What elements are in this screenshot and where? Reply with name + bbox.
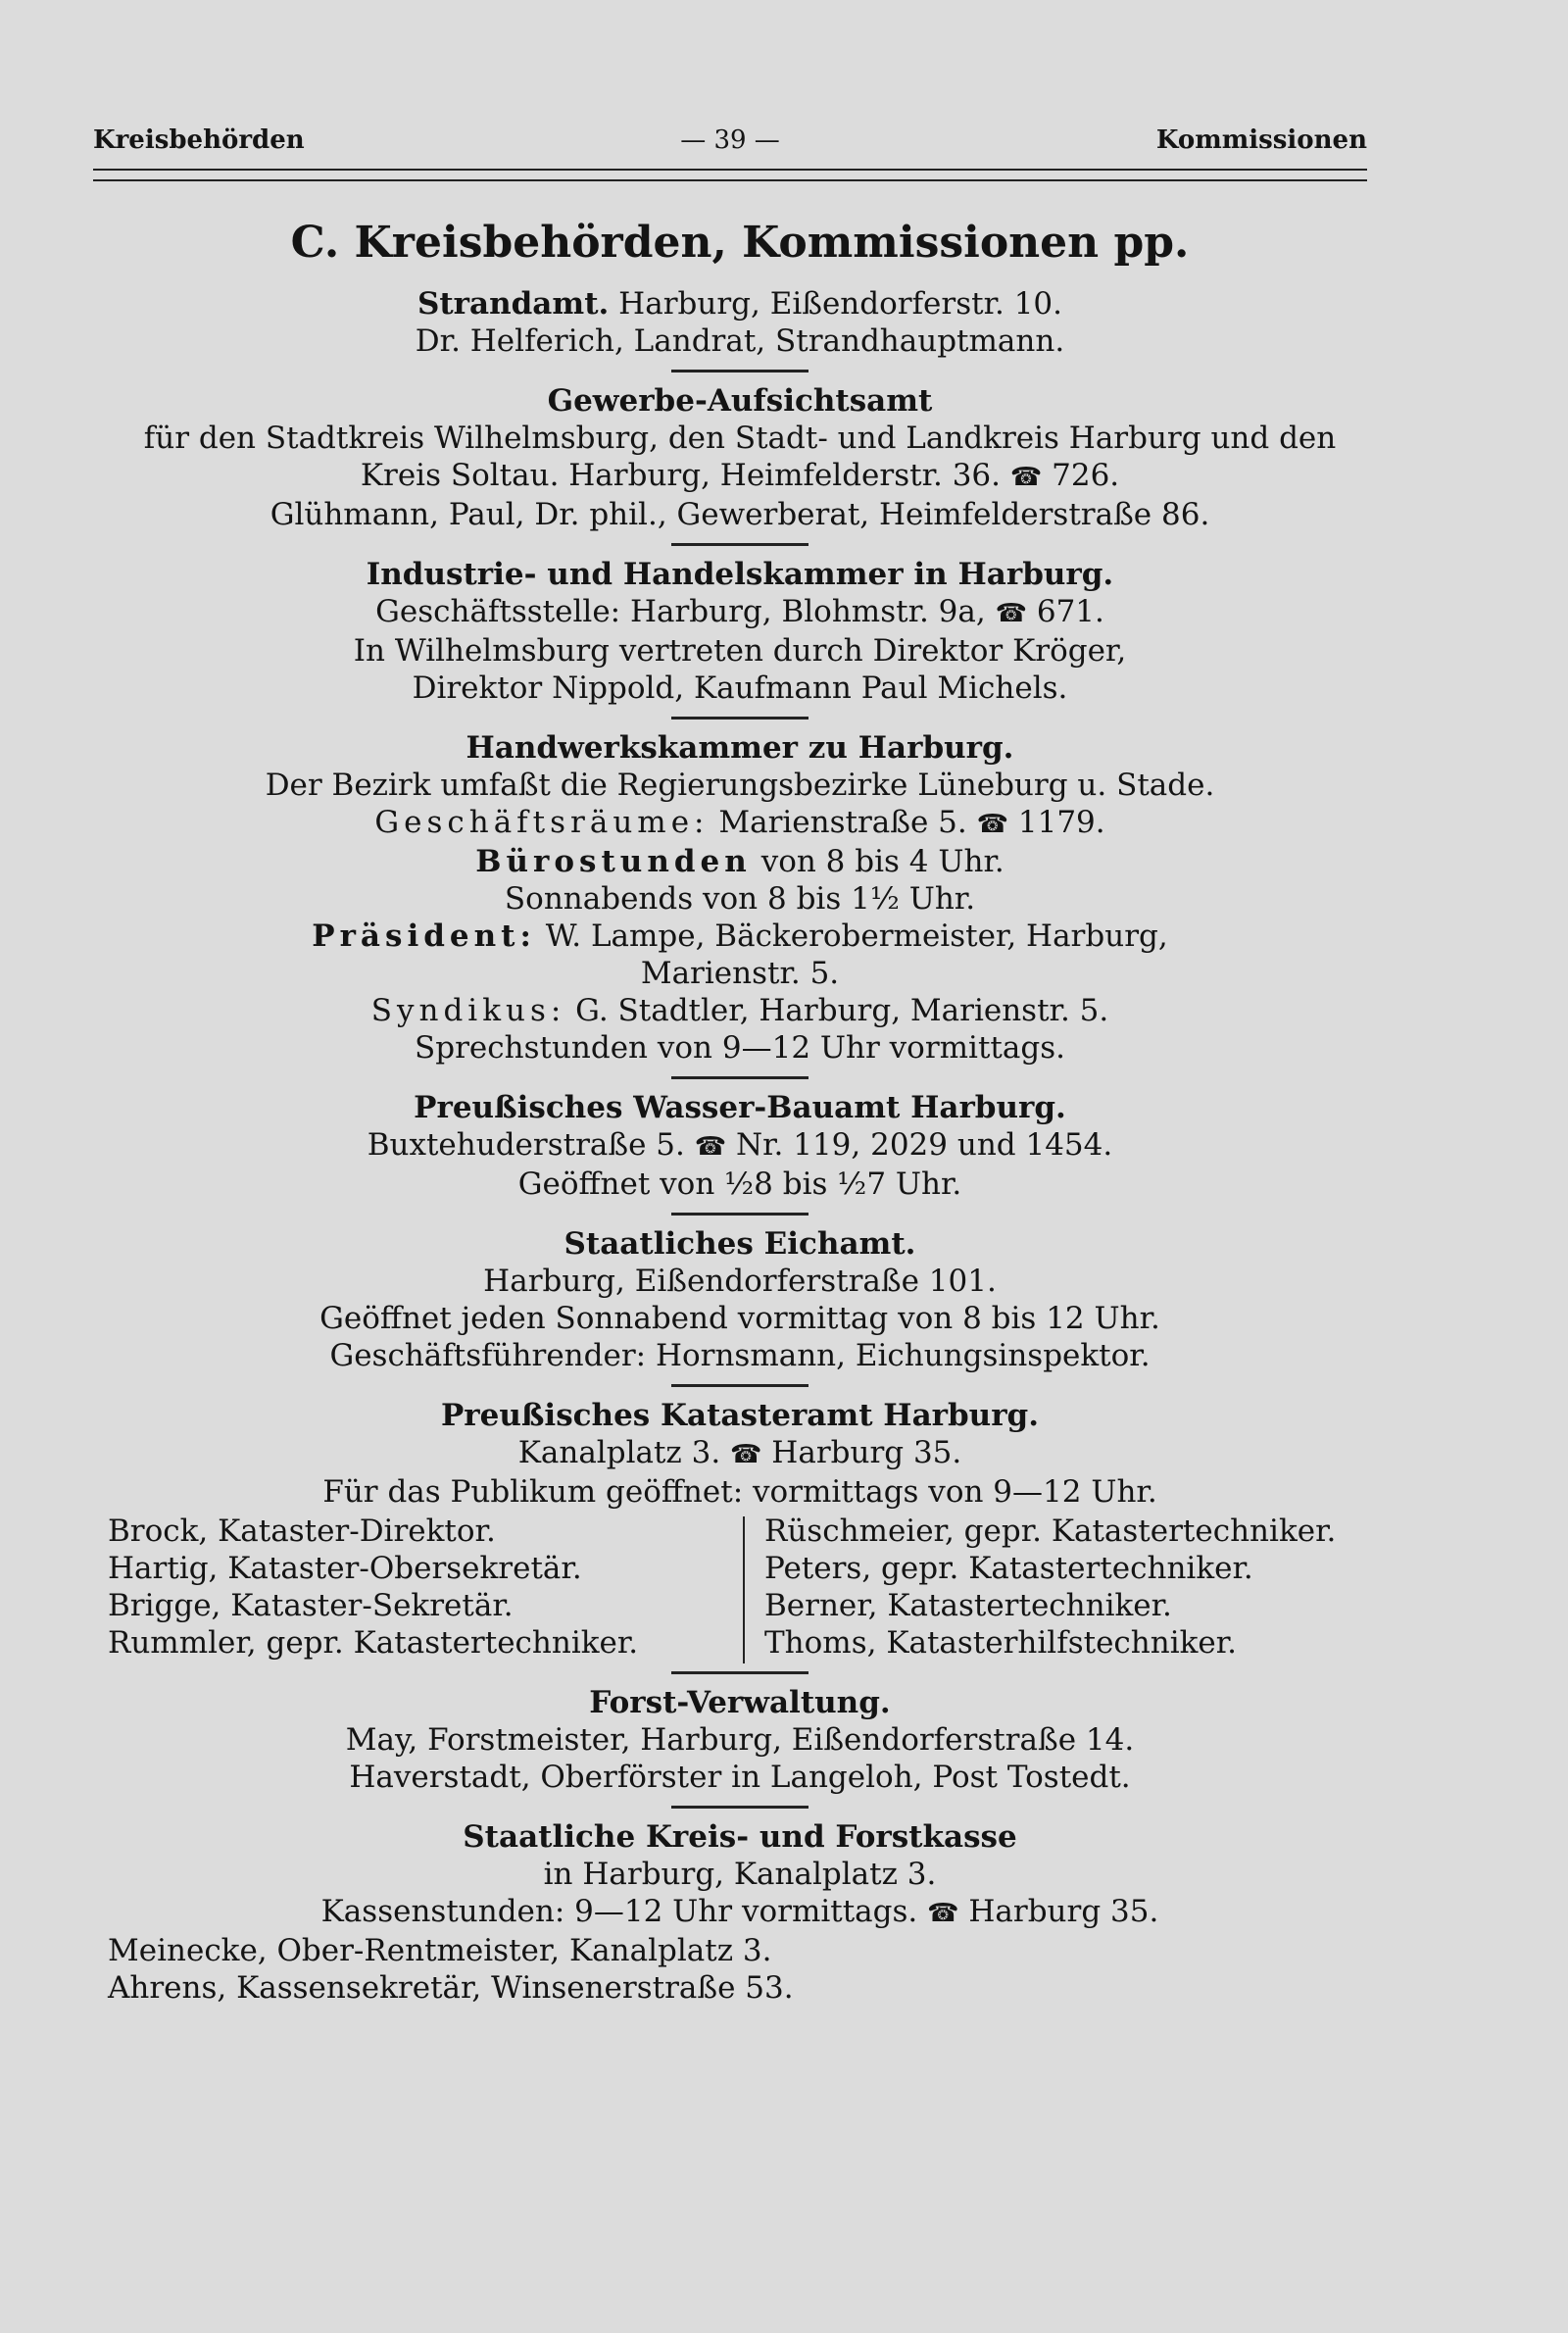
list-item: Rummler, gepr. Katastertechniker. [108,1625,639,1661]
kasse-line3: Meinecke, Ober-Rentmeister, Kanalplatz 3. [108,1933,772,1968]
eichamt-heading: Staatliches Eichamt. [564,1226,916,1262]
ihk-line3: Direktor Nippold, Kaufmann Paul Michels. [412,670,1068,706]
gewerbe-line1: für den Stadtkreis Wilhelmsburg, den Stadt- und Landkreis Harburg und den [143,421,1337,456]
list-item: Brock, Kataster-Direktor. [108,1514,496,1549]
gewerbe-phone: 726. [1052,458,1120,493]
page-number: — 39 — [680,125,780,155]
handwerk-sprechstunden: Sprechstunden von 9—12 Uhr vormittags. [415,1030,1065,1066]
strandamt-person: Dr. Helferich, Landrat, Strandhauptmann. [415,323,1065,359]
running-header [93,125,1367,165]
kataster-line1: Kanalplatz 3. [517,1435,721,1470]
handwerk-label-praesident: Präsident: [312,918,536,954]
telephone-icon: ☎ [995,599,1027,628]
section-divider [671,1806,808,1809]
section-divider [671,717,808,720]
handwerk-syndikus: G. Stadtler, Harburg, Marienstr. 5. [575,993,1109,1028]
list-item: Thoms, Katasterhilfstechniker. [764,1625,1238,1661]
section-kasse [108,1818,1372,2007]
section-eichamt [108,1225,1372,1374]
gewerbe-line3: Glühmann, Paul, Dr. phil., Gewerberat, Heimfelderstraße 86. [270,497,1210,532]
wasserbau-heading: Preußisches Wasser-Bauamt Harburg. [414,1090,1066,1125]
telephone-icon: ☎ [976,810,1009,839]
handwerk-phone: 1179. [1017,805,1105,840]
telephone-icon: ☎ [730,1440,762,1469]
strandamt-heading: Strandamt. [416,286,610,322]
kasse-line1: in Harburg, Kanalplatz 3. [543,1857,937,1892]
ihk-phone: 671. [1036,594,1104,629]
strandamt-address: Harburg, Eißendorferstr. 10. [618,286,1063,322]
section-kataster [108,1397,1372,1662]
page-content [108,218,1372,2007]
section-divider [671,543,808,546]
section-handwerk [108,729,1372,1067]
list-item: Berner, Katastertechniker. [764,1588,1172,1623]
wasserbau-phone: Nr. 119, 2029 und 1454. [735,1127,1113,1163]
eichamt-line1: Harburg, Eißendorferstraße 101. [483,1264,997,1299]
wasserbau-line2: Geöffnet von ½8 bis ½7 Uhr. [517,1166,962,1202]
gewerbe-line2: Kreis Soltau. Harburg, Heimfelderstr. 36. [360,458,1002,493]
handwerk-geschaeft: Marienstraße 5. [718,805,967,840]
chapter-title: C. Kreisbehörden, Kommissionen pp. [290,218,1190,268]
kataster-phone: Harburg 35. [771,1435,962,1470]
section-ihk [108,556,1372,707]
list-item: Brigge, Kataster-Sekretär. [108,1588,514,1623]
kasse-heading: Staatliche Kreis- und Forstkasse [463,1819,1017,1855]
section-divider [671,1076,808,1079]
gewerbe-heading: Gewerbe-Aufsichtsamt [547,383,933,419]
header-right: Kommissionen [1155,125,1367,155]
forst-heading: Forst-Verwaltung. [589,1685,891,1720]
kasse-line2: Kassenstunden: 9—12 Uhr vormittags. [320,1894,918,1929]
eichamt-line2: Geöffnet jeden Sonnabend vormittag von 8 bis 12 Uhr. [319,1301,1160,1336]
eichamt-line3: Geschäftsführender: Hornsmann, Eichungsinspektor. [329,1338,1151,1373]
list-item: Peters, gepr. Katastertechniker. [764,1551,1253,1586]
kataster-staff-left [108,1513,735,1662]
kasse-phone: Harburg 35. [968,1894,1159,1929]
list-item: Rüschmeier, gepr. Katastertechniker. [764,1514,1337,1549]
header-double-rule [93,169,1367,181]
header-left: Kreisbehörden [93,125,305,155]
forst-line1: May, Forstmeister, Harburg, Eißendorferstraße 14. [345,1722,1135,1758]
column-separator [743,1516,745,1663]
handwerk-praesident-cont: Marienstr. 5. [640,956,840,991]
section-divider [671,1213,808,1216]
handwerk-label-buero: Bürostunden [475,844,752,879]
telephone-icon: ☎ [694,1132,727,1162]
telephone-icon: ☎ [1009,463,1043,492]
kataster-staff [108,1513,1372,1662]
wasserbau-line1: Buxtehuderstraße 5. [367,1127,685,1163]
kataster-line2: Für das Publikum geöffnet: vormittags von 9—12 Uhr. [322,1474,1157,1510]
section-strandamt [108,285,1372,360]
kataster-staff-right [764,1513,1392,1662]
handwerk-label-syndikus: Syndikus: [370,993,566,1028]
section-gewerbe [108,382,1372,533]
section-divider [671,370,808,372]
handwerk-praesident: W. Lampe, Bäckerobermeister, Harburg, [545,918,1168,954]
handwerk-heading: Handwerkskammer zu Harburg. [466,730,1014,766]
ihk-heading: Industrie- und Handelskammer in Harburg. [366,557,1114,592]
ihk-line2: In Wilhelmsburg vertreten durch Direktor Kröger, [353,633,1127,669]
section-divider [671,1384,808,1387]
kasse-line4: Ahrens, Kassensekretär, Winsenerstraße 53. [108,1970,794,2006]
section-wasserbau [108,1089,1372,1203]
forst-line2: Haverstadt, Oberförster in Langeloh, Post Tostedt. [349,1760,1131,1795]
telephone-icon: ☎ [927,1899,959,1928]
handwerk-buero: von 8 bis 4 Uhr. [760,844,1004,879]
handwerk-label-geschaeft: Geschäftsräume: [374,805,710,840]
section-forst [108,1684,1372,1796]
list-item: Hartig, Kataster-Obersekretär. [108,1551,582,1586]
ihk-line1: Geschäftsstelle: Harburg, Blohmstr. 9a, [375,594,986,629]
kataster-heading: Preußisches Katasteramt Harburg. [440,1398,1040,1433]
handwerk-sonnabends: Sonnabends von 8 bis 1½ Uhr. [504,881,976,917]
handwerk-line1: Der Bezirk umfaßt die Regierungsbezirke Lüneburg u. Stade. [265,768,1215,803]
section-divider [671,1671,808,1674]
